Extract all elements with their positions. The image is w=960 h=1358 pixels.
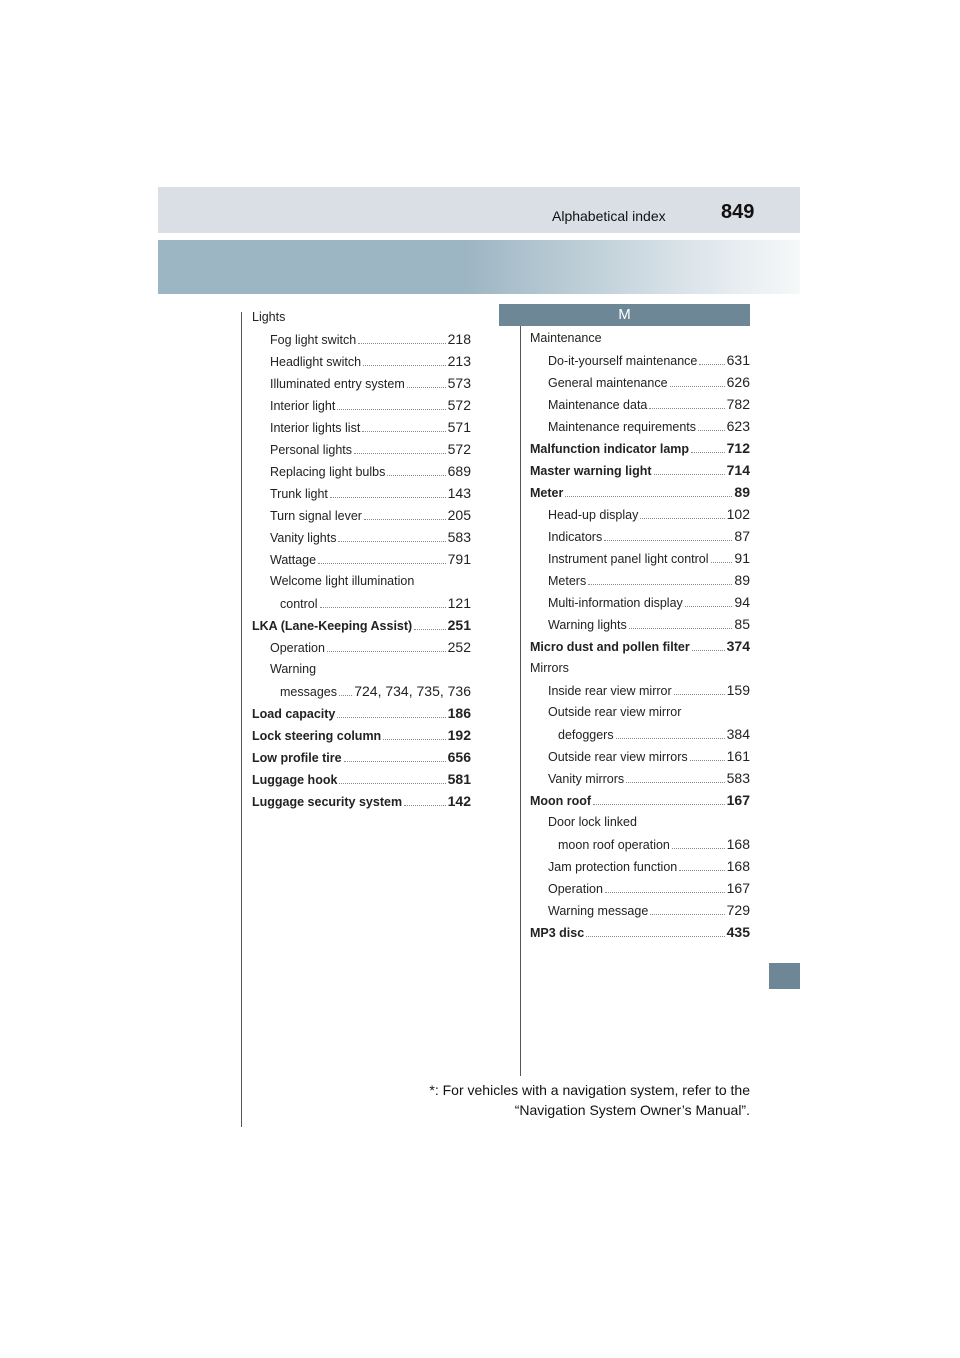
dot-leader [711,562,733,563]
index-entry [252,460,471,482]
entry-page: 571 [447,419,471,435]
index-entry [252,306,471,328]
dot-leader [338,541,445,542]
entry-text: Malfunction indicator lamp [530,442,690,456]
entry-page: 712 [726,440,750,456]
entry-text: Maintenance data [548,398,648,412]
dot-leader [672,848,725,849]
entry-page: 218 [447,331,471,347]
entry-text: Instrument panel light control [548,552,709,566]
index-entry [252,482,471,504]
entry-text: Do-it-yourself maintenance [548,354,698,368]
index-entry [530,503,750,525]
entry-page: 87 [734,528,750,544]
index-entry [252,790,471,812]
entry-text: Interior light [270,399,336,413]
index-entry [252,394,471,416]
dot-leader [362,431,445,432]
entry-page: 89 [734,484,750,500]
page-title: Alphabetical index [552,208,666,224]
index-column-left [252,306,471,812]
index-entry [252,702,471,724]
dot-leader [586,936,724,937]
entry-page: 572 [447,441,471,457]
entry-page: 205 [447,507,471,523]
entry-page: 167 [726,792,750,808]
dot-leader [650,914,724,915]
entry-text: Wattage [270,553,317,567]
entry-page: 689 [447,463,471,479]
entry-text: Head-up display [548,508,639,522]
entry-page: 85 [734,616,750,632]
footnote-line-1: *: For vehicles with a navigation system, refer to the [429,1082,750,1098]
entry-text: Replacing light bulbs [270,465,386,479]
dot-leader [363,365,446,366]
index-entry [530,877,750,899]
header-band [158,240,800,294]
index-entry [530,767,750,789]
dot-leader [407,387,446,388]
entry-text: moon roof operation [558,838,670,852]
index-entry [530,459,750,481]
index-entry [252,526,471,548]
dot-leader [565,496,732,497]
dot-leader [626,782,724,783]
dot-leader [364,519,446,520]
entry-text: Vanity mirrors [548,772,625,786]
index-entry [530,899,750,921]
entry-page: 583 [447,529,471,545]
entry-page: 102 [726,506,750,522]
dot-leader [320,607,446,608]
index-entry [530,349,750,371]
index-entry [530,635,750,657]
dot-leader [344,761,446,762]
entry-text: Indicators [548,530,603,544]
entry-text: Luggage security system [252,795,403,809]
dot-leader [670,386,725,387]
left-margin-rule [241,312,242,1127]
entry-page: 384 [726,726,750,742]
index-entry [252,372,471,394]
entry-text: Lock steering column [252,729,382,743]
index-entry [530,525,750,547]
entry-text: Warning message [548,904,649,918]
dot-leader [654,474,725,475]
entry-text: Micro dust and pollen filter [530,640,690,654]
dot-leader [699,364,724,365]
dot-leader [679,870,724,871]
thumb-index-tab [769,963,800,989]
dot-leader [358,343,445,344]
entry-text: Inside rear view mirror [548,684,672,698]
entry-text: MP3 disc [530,926,585,940]
entry-text: LKA (Lane-Keeping Assist) [252,619,413,633]
entry-page: 631 [726,352,750,368]
index-entry [252,658,471,680]
index-entry [252,350,471,372]
index-entry [530,591,750,613]
index-entry [530,415,750,437]
entry-text: Welcome light illumination [270,574,415,588]
index-entry [252,746,471,768]
dot-leader [337,717,445,718]
entry-text: Low profile tire [252,751,342,765]
index-entry [530,679,750,701]
index-entry [530,855,750,877]
dot-leader [698,430,725,431]
entry-text: Jam protection function [548,860,678,874]
dot-leader [649,408,724,409]
entry-text: control [280,597,318,611]
index-entry [530,921,750,943]
entry-text: Lights [252,310,286,324]
entry-page: 581 [447,771,471,787]
entry-text: Warning [270,662,317,676]
entry-text: General maintenance [548,376,668,390]
entry-page: 213 [447,353,471,369]
entry-page: 374 [726,638,750,654]
dot-leader [692,650,725,651]
index-entry [530,327,750,349]
entry-text: Outside rear view mirror [548,705,682,719]
entry-page: 159 [726,682,750,698]
index-entry [252,504,471,526]
index-entry [530,701,750,723]
entry-page: 168 [726,858,750,874]
dot-leader [605,892,725,893]
dot-leader [318,563,446,564]
entry-text: Turn signal lever [270,509,362,523]
header-bar [158,187,800,233]
section-letter-m: M [499,304,750,326]
index-entry [530,371,750,393]
dot-leader [330,497,446,498]
entry-text: Multi-information display [548,596,683,610]
index-entry [252,570,471,592]
entry-page: 623 [726,418,750,434]
dot-leader [404,805,446,806]
entry-text: Maintenance requirements [548,420,696,434]
dot-leader [685,606,733,607]
entry-page: 791 [447,551,471,567]
index-entry [530,811,750,833]
entry-page: 626 [726,374,750,390]
entry-text: Maintenance [530,331,602,345]
index-entry [530,833,750,855]
index-entry [530,547,750,569]
index-entry [252,614,471,636]
column-divider [520,326,521,1076]
entry-page: 142 [447,793,471,809]
entry-text: Headlight switch [270,355,362,369]
index-entry [530,657,750,679]
index-entry [530,481,750,503]
entry-page: 729 [726,902,750,918]
index-entry [530,789,750,811]
index-entry [530,437,750,459]
index-entry [252,636,471,658]
dot-leader [691,452,725,453]
entry-text: Mirrors [530,661,569,675]
index-entry [252,416,471,438]
entry-page: 435 [726,924,750,940]
index-entry [252,724,471,746]
entry-text: messages [280,685,337,699]
dot-leader [593,804,725,805]
entry-page: 89 [734,572,750,588]
dot-leader [604,540,732,541]
entry-page: 724, 734, 735, 736 [354,683,471,699]
entry-text: Luggage hook [252,773,338,787]
index-entry [530,613,750,635]
index-entry [252,592,471,614]
dot-leader [339,695,352,696]
entry-page: 583 [726,770,750,786]
footnote-line-2: “Navigation System Owner’s Manual”. [514,1102,750,1118]
entry-page: 143 [447,485,471,501]
entry-page: 192 [447,727,471,743]
index-entry [252,680,471,702]
index-entry [530,393,750,415]
index-entry [252,438,471,460]
entry-text: Outside rear view mirrors [548,750,688,764]
index-entry [530,569,750,591]
entry-page: 91 [734,550,750,566]
entry-text: Operation [270,641,325,655]
entry-page: 572 [447,397,471,413]
entry-page: 714 [726,462,750,478]
entry-text: Load capacity [252,707,336,721]
dot-leader [414,629,445,630]
index-entry [530,745,750,767]
entry-text: Warning lights [548,618,627,632]
entry-text: Personal lights [270,443,352,457]
dot-leader [588,584,732,585]
page-number: 849 [721,201,755,223]
dot-leader [674,694,725,695]
entry-page: 94 [734,594,750,610]
dot-leader [327,651,446,652]
entry-page: 186 [447,705,471,721]
entry-page: 782 [726,396,750,412]
entry-text: Fog light switch [270,333,357,347]
index-entry [252,548,471,570]
entry-text: Illuminated entry system [270,377,405,391]
entry-text: Meters [548,574,587,588]
dot-leader [339,783,445,784]
entry-text: Operation [548,882,603,896]
entry-page: 168 [726,836,750,852]
entry-text: Door lock linked [548,815,637,829]
entry-text: Interior lights list [270,421,361,435]
dot-leader [616,738,725,739]
dot-leader [690,760,725,761]
entry-page: 573 [447,375,471,391]
entry-text: Trunk light [270,487,328,501]
entry-page: 656 [447,749,471,765]
entry-text: Meter [530,486,564,500]
entry-page: 121 [447,595,471,611]
dot-leader [337,409,445,410]
index-entry [252,328,471,350]
entry-page: 161 [726,748,750,764]
dot-leader [640,518,724,519]
entry-page: 252 [447,639,471,655]
index-entry [530,723,750,745]
entry-text: Vanity lights [270,531,337,545]
index-column-right [530,327,750,943]
index-entry [252,768,471,790]
entry-text: Moon roof [530,794,592,808]
entry-page: 251 [447,617,471,633]
entry-text: Master warning light [530,464,652,478]
footnote [429,1080,750,1120]
dot-leader [383,739,445,740]
dot-leader [629,628,733,629]
dot-leader [354,453,446,454]
dot-leader [387,475,445,476]
entry-page: 167 [726,880,750,896]
entry-text: defoggers [558,728,614,742]
